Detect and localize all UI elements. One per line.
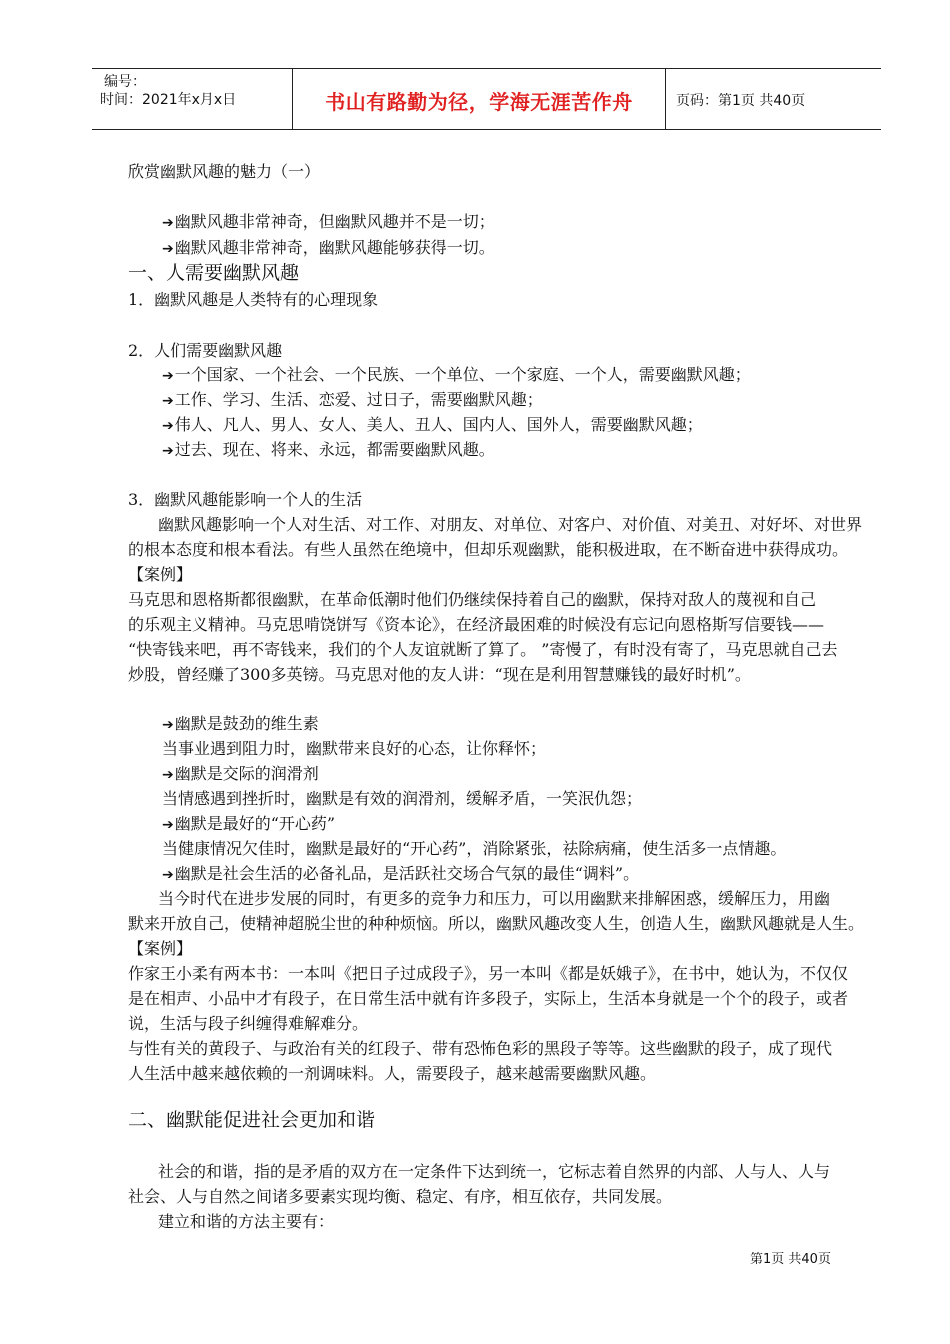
page-header <box>92 68 881 130</box>
doc-title: 欣赏幽默风趣的魅力（一） <box>128 162 321 181</box>
paragraph-line: 炒股，曾经赚了300多英镑。马克思对他的友人讲：“现在是利用智慧赚钱的最好时机”。 <box>128 665 751 684</box>
humor-point-title: ➔幽默是交际的润滑剂 <box>162 764 319 783</box>
list-item: ➔过去、现在、将来、永远，都需要幽默风趣。 <box>162 440 495 459</box>
paragraph-line: 幽默风趣影响一个人对生活、对工作、对朋友、对单位、对客户、对价值、对美丑、对好坏、对世界 <box>158 515 863 534</box>
humor-point-desc: 当健康情况欠佳时，幽默是最好的“开心药”，消除紧张，祛除病痛，使生活多一点情趣。 <box>162 839 787 858</box>
header-meta-cell <box>92 69 293 129</box>
paragraph-line: 的乐观主义精神。马克思啃饶饼写《资本论》，在经济最困难的时候没有忘记向恩格斯写信要钱—— <box>128 615 825 634</box>
paragraph-line: 社会的和谐，指的是矛盾的双方在一定条件下达到统一，它标志着自然界的内部、人与人、人与 <box>158 1162 831 1181</box>
list-item: ➔伟人、凡人、男人、女人、美人、丑人、国内人、国外人，需要幽默风趣； <box>162 415 703 434</box>
paragraph-line: 马克思和恩格斯都很幽默，在革命低潮时他们仍继续保持着自己的幽默，保持对敌人的蔑视和自己 <box>128 590 817 609</box>
paragraph-line: 社会、人与自然之间诸多要素实现均衡、稳定、有序，相互依存，共同发展。 <box>128 1187 673 1206</box>
paragraph-line: 默来开放自己，使精神超脱尘世的种种烦恼。所以，幽默风趣改变人生，创造人生，幽默风趣就是人生。 <box>128 914 865 933</box>
doc-code-label: 编号： <box>104 74 146 90</box>
arrow-right-icon: ➔ <box>162 241 174 257</box>
arrow-right-icon: ➔ <box>162 817 174 833</box>
section-1-heading: 一、人需要幽默风趣 <box>128 262 300 284</box>
paragraph-line: 人生活中越来越依赖的一剂调味料。人，需要段子，越来越需要幽默风趣。 <box>128 1064 657 1083</box>
header-page-number: 页码：第1页 共40页 <box>676 93 806 109</box>
humor-point-desc: 当情感遇到挫折时，幽默是有效的润滑剂，缓解矛盾，一笑泯仇怨； <box>162 789 643 808</box>
paragraph-line: 是在相声、小品中才有段子，在日常生活中就有许多段子，实际上，生活本身就是一个个的段子，或者 <box>128 989 849 1008</box>
case-label: 【案例】 <box>128 939 193 958</box>
paragraph-line: 作家王小柔有两本书：一本叫《把日子过成段子》，另一本叫《都是妖娥子》，在书中，她认为，不仅仅 <box>128 964 849 983</box>
header-page-cell <box>666 69 881 129</box>
arrow-right-icon: ➔ <box>162 418 174 434</box>
arrow-right-icon: ➔ <box>162 867 174 883</box>
header-motto-cell <box>293 69 666 129</box>
case-label: 【案例】 <box>128 565 193 584</box>
section-2-heading: 二、幽默能促进社会更加和谐 <box>128 1109 376 1131</box>
arrow-right-icon: ➔ <box>162 767 174 783</box>
list-item: ➔工作、学习、生活、恋爱、过日子，需要幽默风趣； <box>162 390 543 409</box>
section-1-item-2: 2．人们需要幽默风趣 <box>128 341 283 360</box>
paragraph-line: 当今时代在进步发展的同时，有更多的竞争力和压力，可以用幽默来排解困惑，缓解压力，用幽 <box>158 889 831 908</box>
header-motto: 书山有路勤为径，学海无涯苦作舟 <box>325 90 633 114</box>
paragraph-line: 的根本态度和根本看法。有些人虽然在绝境中，但却乐观幽默，能积极进取，在不断奋进中获得成功。 <box>128 540 849 559</box>
paragraph-line: “快寄钱来吧，再不寄钱来，我们的个人友谊就断了算了。 ”寄慢了，有时没有寄了，马克思就自己去 <box>128 640 838 659</box>
paragraph-line: 说，生活与段子纠缠得难解难分。 <box>128 1014 369 1033</box>
paragraph-line: 与性有关的黄段子、与政治有关的红段子、带有恐怖色彩的黑段子等等。这些幽默的段子，成了现代 <box>128 1039 833 1058</box>
arrow-right-icon: ➔ <box>162 393 174 409</box>
humor-point-title: ➔幽默是鼓劲的维生素 <box>162 714 319 733</box>
humor-point-desc: 当事业遇到阻力时，幽默带来良好的心态，让你释怀； <box>162 739 547 758</box>
arrow-right-icon: ➔ <box>162 717 174 733</box>
arrow-right-icon: ➔ <box>162 215 174 231</box>
page-footer: 第1页 共40页 <box>750 1252 831 1267</box>
arrow-right-icon: ➔ <box>162 443 174 459</box>
section-1-item-1: 1．幽默风趣是人类特有的心理现象 <box>128 290 379 309</box>
arrow-right-icon: ➔ <box>162 368 174 384</box>
paragraph-line: 建立和谐的方法主要有： <box>158 1212 335 1231</box>
list-item: ➔一个国家、一个社会、一个民族、一个单位、一个家庭、一个人，需要幽默风趣； <box>162 365 751 384</box>
humor-point-title: ➔幽默是最好的“开心药” <box>162 814 336 833</box>
humor-point-title: ➔幽默是社会生活的必备礼品，是活跃社交场合气氛的最佳“调料”。 <box>162 864 640 883</box>
section-1-item-3: 3．幽默风趣能影响一个人的生活 <box>128 490 363 509</box>
intro-bullet: ➔幽默风趣非常神奇，但幽默风趣并不是一切； <box>162 212 495 231</box>
doc-time-label: 时间：2021年x月x日 <box>100 92 237 108</box>
intro-bullet: ➔幽默风趣非常神奇，幽默风趣能够获得一切。 <box>162 238 495 257</box>
